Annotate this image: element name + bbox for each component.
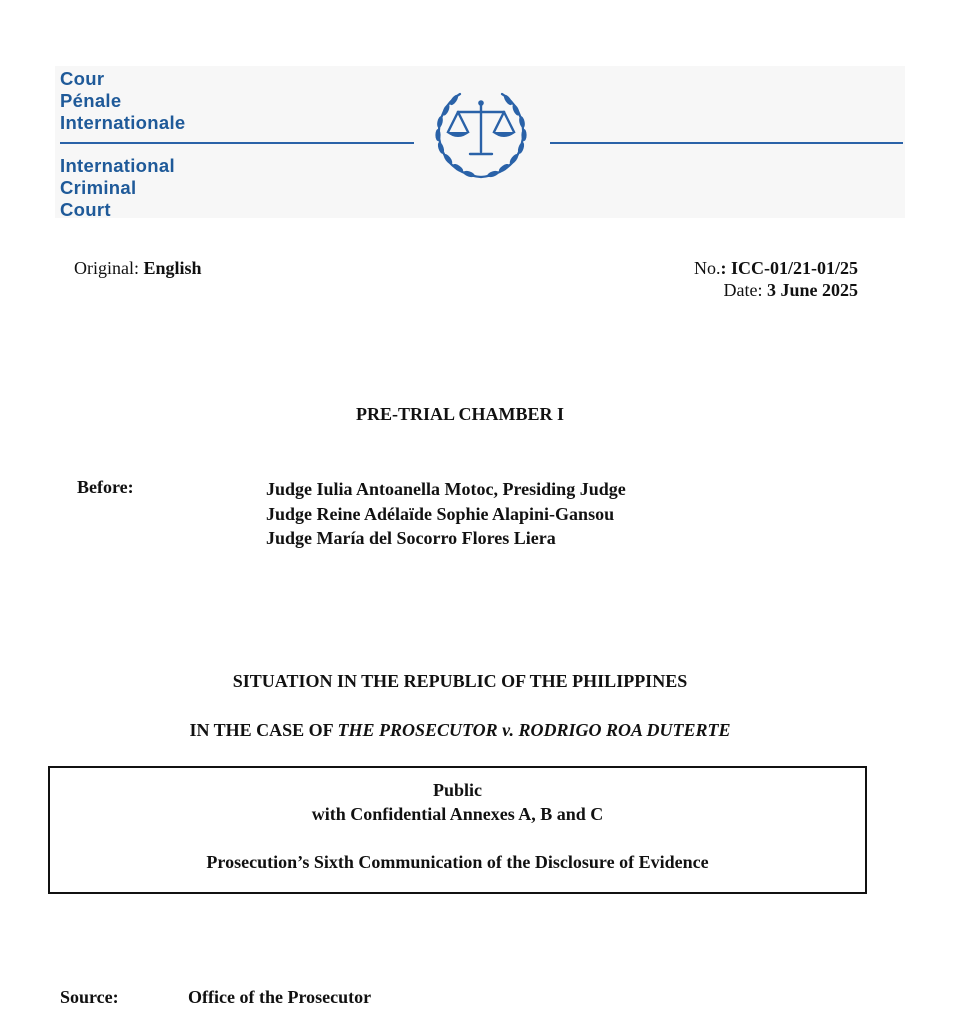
case-number-label: No. — [694, 258, 721, 278]
classification-annexes: with Confidential Annexes A, B and C — [311, 804, 604, 824]
original-label: Original: — [74, 258, 144, 278]
judge-name: Judge María del Socorro Flores Liera — [266, 528, 556, 548]
document-title: Prosecution’s Sixth Communication of the Disclosure of Evidence — [206, 852, 709, 872]
classification-box — [48, 766, 867, 894]
original-value: English — [143, 258, 202, 278]
court-name-fr-line: Internationale — [60, 112, 186, 133]
original-language — [74, 257, 202, 279]
document-reference — [694, 257, 858, 301]
court-name-en-line: International — [60, 155, 175, 176]
case-name: THE PROSECUTOR v. RODRIGO ROA DUTERTE — [337, 720, 731, 740]
judges-list — [266, 477, 626, 551]
source-label: Source: — [60, 987, 119, 1007]
header-rule-right — [550, 142, 903, 144]
court-name-en-line: Court — [60, 199, 111, 220]
classification-public: Public — [432, 780, 482, 800]
court-name-fr-line: Pénale — [60, 90, 122, 111]
case-prefix: IN THE CASE OF — [189, 720, 338, 740]
document-date — [694, 279, 858, 301]
judge-name: Judge Reine Adélaïde Sophie Alapini-Gansou — [266, 503, 615, 524]
court-name-english — [60, 155, 175, 221]
case-number — [694, 257, 858, 279]
court-name-french — [60, 68, 186, 134]
case-heading — [0, 719, 920, 741]
scales-of-justice-laurel-icon — [420, 86, 542, 180]
case-number-value: : ICC-01/21-01/25 — [720, 258, 858, 278]
court-name-fr-line: Cour — [60, 68, 105, 89]
header-rule-left — [60, 142, 414, 144]
source-value: Office of the Prosecutor — [188, 987, 372, 1007]
court-name-en-line: Criminal — [60, 177, 137, 198]
date-value: 3 June 2025 — [766, 280, 858, 300]
before-label: Before: — [77, 477, 134, 497]
chamber-heading: PRE-TRIAL CHAMBER I — [355, 404, 565, 424]
judge-name: Judge Iulia Antoanella Motoc, Presiding Judge — [266, 479, 626, 499]
date-label: Date: — [723, 280, 767, 300]
situation-heading: SITUATION IN THE REPUBLIC OF THE PHILIPPINES — [232, 671, 688, 691]
